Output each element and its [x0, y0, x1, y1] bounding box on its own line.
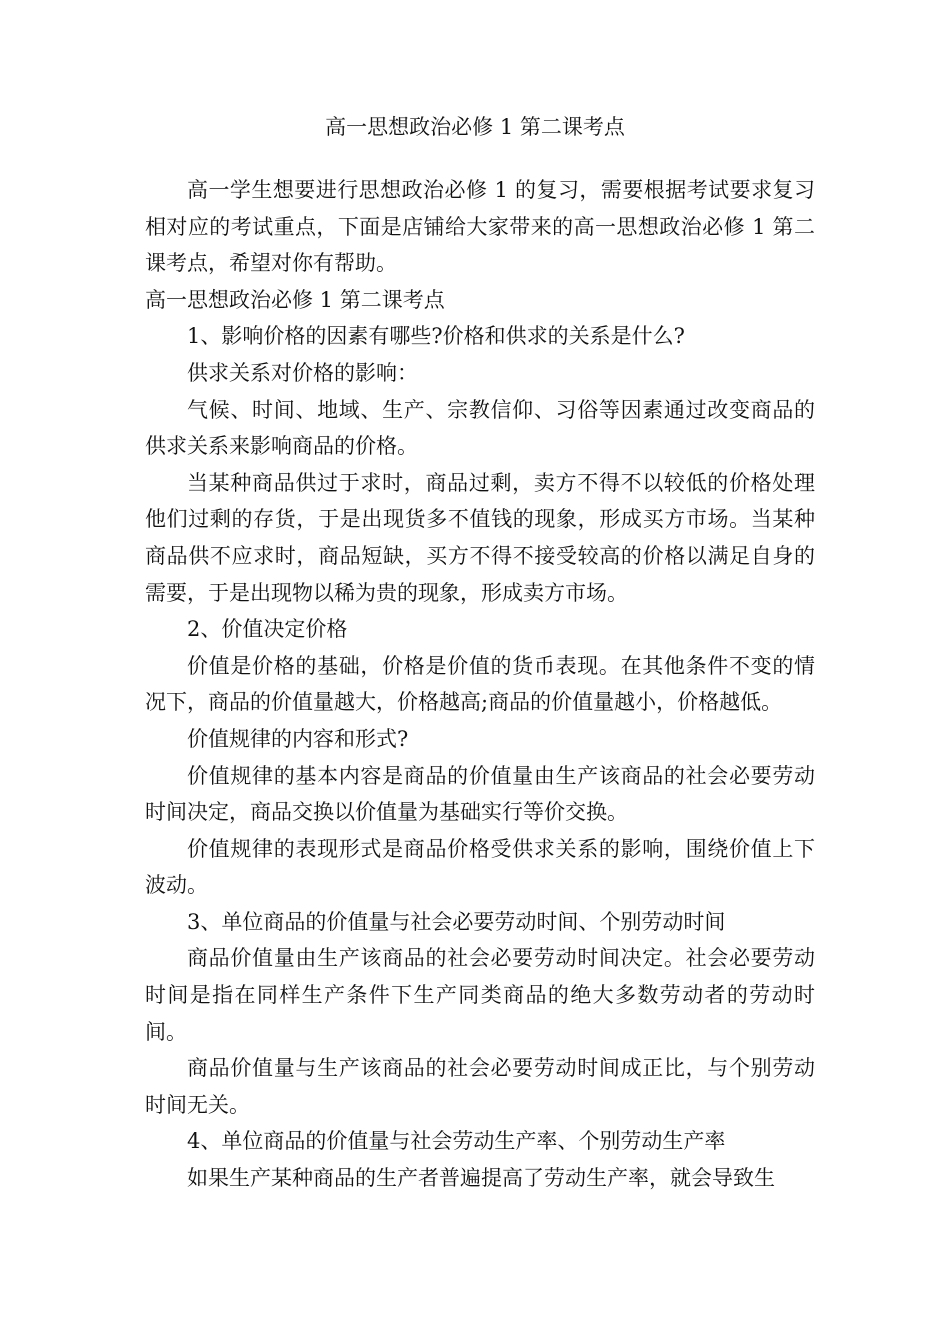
- paragraph: 供求关系对价格的影响：: [187, 360, 418, 385]
- question-heading: 3、单位商品的价值量与社会必要劳动时间、个别劳动时间: [187, 909, 726, 934]
- paragraph: 当某种商品供过于求时，商品过剩，卖方不得不以较低的价格处理他们过剩的存货，于是出现货多不值钱的现象，形成买方市场。当某种商品供不应求时，商品短缺，买方不得不接受较高的价格以满足自身的需要，于是出现物以稀为贵的现象，形成卖方市场。: [145, 470, 815, 605]
- question-heading: 4、单位商品的价值量与社会劳动生产率、个别劳动生产率: [187, 1129, 726, 1154]
- document-title: 高一思想政治必修 1 第二课考点: [325, 115, 625, 139]
- paragraph: 价值是价格的基础，价格是价值的货币表现。在其他条件不变的情况下，商品的价值量越大，价格越高;商品的价值量越小，价格越低。: [145, 653, 815, 715]
- section-heading: 高一思想政治必修 1 第二课考点: [145, 287, 445, 312]
- paragraph: 如果生产某种商品的生产者普遍提高了劳动生产率，就会导致生: [187, 1166, 775, 1191]
- document-body: [145, 172, 815, 1197]
- paragraph: 商品价值量与生产该商品的社会必要劳动时间成正比，与个别劳动时间无关。: [145, 1056, 815, 1117]
- paragraph: 价值规律的表现形式是商品价格受供求关系的影响，围绕价值上下波动。: [145, 836, 815, 898]
- question-heading: 1、影响价格的因素有哪些?价格和供求的关系是什么?: [187, 324, 685, 349]
- paragraph: 商品价值量由生产该商品的社会必要劳动时间决定。社会必要劳动时间是指在同样生产条件下生产同类商品的绝大多数劳动者的劳动时间。: [145, 946, 815, 1044]
- paragraph: 高一学生想要进行思想政治必修 1 的复习，需要根据考试要求复习相对应的考试重点，下面是店铺给大家带来的高一思想政治必修 1 第二课考点，希望对你有帮助。: [145, 178, 815, 276]
- question-heading: 2、价值决定价格: [187, 617, 348, 642]
- paragraph: 价值规律的基本内容是商品的价值量由生产该商品的社会必要劳动时间决定，商品交换以价值量为基础实行等价交换。: [145, 763, 815, 825]
- paragraph: 气候、时间、地域、生产、宗教信仰、习俗等因素通过改变商品的供求关系来影响商品的价格。: [145, 397, 815, 459]
- paragraph: 价值规律的内容和形式?: [187, 726, 409, 751]
